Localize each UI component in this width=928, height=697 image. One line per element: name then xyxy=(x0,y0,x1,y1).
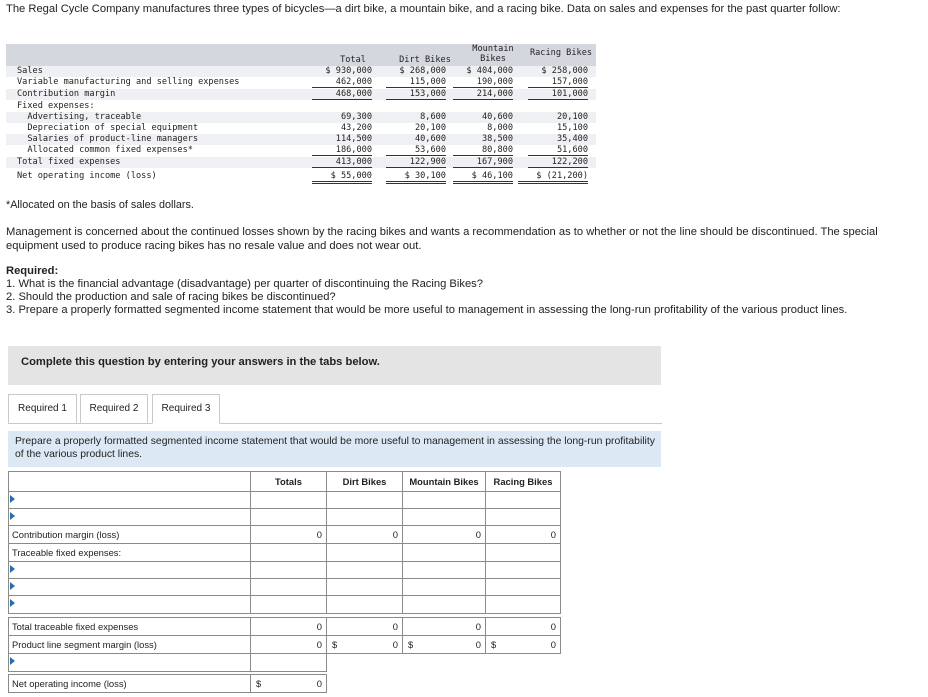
sales-expense-table xyxy=(6,44,596,186)
segment-margin-dirt xyxy=(326,635,403,654)
row-label: Sales xyxy=(17,66,43,76)
cell-total: 69,300 xyxy=(340,112,372,122)
dollar-sign: $ xyxy=(256,678,262,689)
input-dirt[interactable] xyxy=(326,508,403,526)
cell-total: 114,500 xyxy=(335,134,372,144)
complete-banner-text: Complete this question by entering your answers in the tabs below. xyxy=(21,356,380,368)
cell-total: 186,000 xyxy=(312,145,372,156)
header-racing-bikes: Racing Bikes xyxy=(529,48,593,58)
header-mountain-bikes-2: Bikes xyxy=(480,54,506,64)
cell-dirt: 122,900 xyxy=(386,157,446,168)
input-racing[interactable] xyxy=(485,578,561,596)
input-totals[interactable] xyxy=(250,491,327,509)
required-item-3: 3. Prepare a properly formatted segmented income statement that would be more useful to management in assessing the long-run profitability of the various product lines. xyxy=(6,304,848,316)
segment-margin-dirt-value: 0 xyxy=(392,639,398,650)
header-dirt-bikes: Dirt Bikes xyxy=(399,55,451,65)
cell-total: $ 930,000 xyxy=(325,66,372,76)
problem-intro: The Regal Cycle Company manufactures three types of bicycles—a dirt bike, a mountain bike, and a racing bike. Data on sales and expenses for the past quarter follow: xyxy=(6,3,841,15)
table-row xyxy=(6,145,596,156)
net-income-totals xyxy=(250,674,327,693)
grid-header-mountain: Mountain Bikes xyxy=(402,471,486,492)
row-label-select[interactable] xyxy=(8,508,251,526)
table-row xyxy=(6,112,596,123)
table-row xyxy=(6,123,596,134)
segment-margin-totals: 0 xyxy=(250,635,327,654)
total-traceable-dirt: 0 xyxy=(326,617,403,636)
input-racing[interactable] xyxy=(485,561,561,579)
input-totals[interactable] xyxy=(250,653,327,672)
cell-racing: 51,600 xyxy=(528,145,588,156)
row-label: Allocated common fixed expenses* xyxy=(17,145,193,155)
net-income-label: Net operating income (loss) xyxy=(8,674,251,693)
management-paragraph: Management is concerned about the continued losses shown by the racing bikes and wants a recommendation as to whether or not the line should be discontinued. The special equipment used to produce racing bikes has no resale value and does not wear out. xyxy=(6,226,878,252)
cell-total: 413,000 xyxy=(312,157,372,168)
cell-racing: 20,100 xyxy=(556,112,588,122)
row-label: Net operating income (loss) xyxy=(17,171,157,181)
dollar-sign: $ xyxy=(491,639,497,650)
input-totals[interactable] xyxy=(250,508,327,526)
cell-total: 468,000 xyxy=(312,89,372,100)
cell-mountain: 38,500 xyxy=(481,134,513,144)
cell-dirt: 40,600 xyxy=(414,134,446,144)
table-row xyxy=(6,157,596,168)
input-mountain[interactable] xyxy=(402,508,486,526)
contribution-mountain: 0 xyxy=(402,525,486,544)
grid-header-blank xyxy=(8,471,251,492)
cell-dirt: 115,000 xyxy=(386,77,446,88)
cell-total: $ 55,000 xyxy=(312,171,372,184)
row-label-select[interactable] xyxy=(8,561,251,579)
row-label: Depreciation of special equipment xyxy=(17,123,199,133)
cell-racing: $ (21,200) xyxy=(518,171,588,184)
footnote: *Allocated on the basis of sales dollars. xyxy=(6,199,194,211)
cell-mountain: 8,000 xyxy=(487,123,513,133)
input-mountain[interactable] xyxy=(402,561,486,579)
input-mountain[interactable] xyxy=(402,491,486,509)
header-total: Total xyxy=(340,55,366,65)
input-mountain[interactable] xyxy=(402,595,486,614)
grid-header-totals: Totals xyxy=(250,471,327,492)
input-racing[interactable] xyxy=(485,508,561,526)
cell-racing: $ 258,000 xyxy=(541,66,588,76)
cell-dirt: $ 30,100 xyxy=(386,171,446,184)
input-racing[interactable] xyxy=(485,595,561,614)
cell-total: 462,000 xyxy=(312,77,372,88)
cell-racing: 122,200 xyxy=(528,157,588,168)
cell-dirt: 153,000 xyxy=(386,89,446,100)
input-mountain[interactable] xyxy=(402,578,486,596)
cell-mountain: 80,800 xyxy=(453,145,513,156)
tab-required-1[interactable]: Required 1 xyxy=(8,394,77,424)
traceable-blank xyxy=(402,543,486,562)
row-label: Fixed expenses: xyxy=(17,101,95,111)
table-row xyxy=(6,134,596,145)
cell-mountain: 167,900 xyxy=(453,157,513,168)
total-traceable-label: Total traceable fixed expenses xyxy=(8,617,251,636)
table-row xyxy=(6,66,596,77)
required-item-1: 1. What is the financial advantage (disadvantage) per quarter of discontinuing the Racing Bikes? xyxy=(6,278,483,290)
cell-racing: 35,400 xyxy=(556,134,588,144)
input-totals[interactable] xyxy=(250,578,327,596)
row-label-select[interactable] xyxy=(8,491,251,509)
input-totals[interactable] xyxy=(250,595,327,614)
input-dirt[interactable] xyxy=(326,595,403,614)
cell-mountain: 190,000 xyxy=(453,77,513,88)
header-mountain-bikes-1: Mountain xyxy=(472,44,514,54)
traceable-blank xyxy=(485,543,561,562)
traceable-blank xyxy=(250,543,327,562)
segment-margin-racing-value: 0 xyxy=(550,639,556,650)
row-label-select[interactable] xyxy=(8,653,251,672)
required-title: Required: xyxy=(6,265,59,277)
cell-dirt: $ 268,000 xyxy=(399,66,446,76)
row-label: Salaries of product-line managers xyxy=(17,134,199,144)
segment-margin-mountain xyxy=(402,635,486,654)
traceable-blank xyxy=(326,543,403,562)
grid-header-dirt: Dirt Bikes xyxy=(326,471,403,492)
segment-margin-racing xyxy=(485,635,561,654)
contribution-margin-label: Contribution margin (loss) xyxy=(8,525,251,544)
cell-mountain: 40,600 xyxy=(481,112,513,122)
row-label: Variable manufacturing and selling expenses xyxy=(17,77,240,87)
cell-total: 43,200 xyxy=(340,123,372,133)
input-totals[interactable] xyxy=(250,561,327,579)
contribution-totals: 0 xyxy=(250,525,327,544)
cell-racing: 15,100 xyxy=(556,123,588,133)
segment-margin-mountain-value: 0 xyxy=(475,639,481,650)
dollar-sign: $ xyxy=(408,639,414,650)
contribution-dirt: 0 xyxy=(326,525,403,544)
dollar-sign: $ xyxy=(332,639,338,650)
cell-mountain: $ 404,000 xyxy=(466,66,513,76)
cell-mountain: 214,000 xyxy=(453,89,513,100)
traceable-fixed-label: Traceable fixed expenses: xyxy=(8,543,251,562)
instruction-text: Prepare a properly formatted segmented income statement that would be more useful to management in assessing the long-run profitability of the various product lines. xyxy=(15,436,655,460)
cell-racing: 157,000 xyxy=(528,77,588,88)
cell-racing: 101,000 xyxy=(528,89,588,100)
input-dirt[interactable] xyxy=(326,578,403,596)
input-dirt[interactable] xyxy=(326,561,403,579)
table-row xyxy=(6,171,596,182)
input-racing[interactable] xyxy=(485,491,561,509)
net-income-value: 0 xyxy=(316,678,322,689)
table-row xyxy=(6,89,596,100)
row-label: Total fixed expenses xyxy=(17,157,121,167)
cell-dirt: 20,100 xyxy=(414,123,446,133)
cell-mountain: $ 46,100 xyxy=(453,171,513,184)
grid-header-racing: Racing Bikes xyxy=(485,471,561,492)
segmented-income-grid xyxy=(8,471,561,693)
required-item-2: 2. Should the production and sale of racing bikes be discontinued? xyxy=(6,291,336,303)
table-row xyxy=(6,77,596,88)
total-traceable-totals: 0 xyxy=(250,617,327,636)
row-label-select[interactable] xyxy=(8,595,251,614)
segment-margin-label: Product line segment margin (loss) xyxy=(8,635,251,654)
contribution-racing: 0 xyxy=(485,525,561,544)
total-traceable-racing: 0 xyxy=(485,617,561,636)
row-label: Contribution margin xyxy=(17,89,116,99)
row-label: Advertising, traceable xyxy=(17,112,142,122)
tab-required-3[interactable]: Required 3 xyxy=(152,394,220,424)
table-row xyxy=(6,101,596,112)
required-section xyxy=(6,265,906,317)
input-dirt[interactable] xyxy=(326,491,403,509)
row-label-select[interactable] xyxy=(8,578,251,596)
total-traceable-mountain: 0 xyxy=(402,617,486,636)
complete-banner xyxy=(8,346,661,385)
cell-dirt: 8,600 xyxy=(420,112,446,122)
cell-dirt: 53,600 xyxy=(386,145,446,156)
tab-required-2[interactable]: Required 2 xyxy=(80,394,148,424)
instruction-box xyxy=(8,431,661,467)
